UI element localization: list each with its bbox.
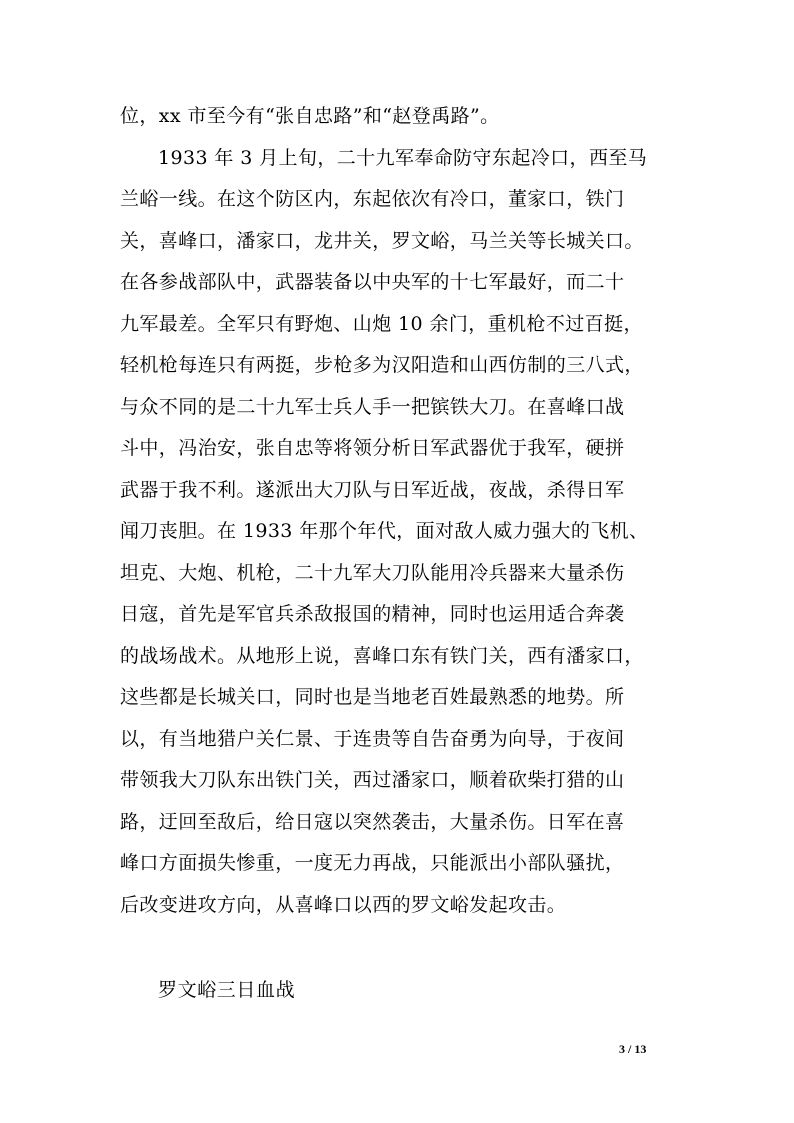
paragraph-line: 斗中，冯治安，张自忠等将领分析日军武器优于我军，硬拼 [120,437,625,459]
page-number: 3 / 13 [619,1042,647,1056]
paragraph-line: 在各参战部队中，武器装备以中央军的十七军最好，而二十 [120,271,625,293]
paragraph-line: 后改变进攻方向，从喜峰口以西的罗文峪发起攻击。 [120,893,567,916]
paragraph-line: 闻刀丧胆。在 1933 年那个年代，面对敌人威力强大的飞机、 [120,520,649,542]
paragraph-line: 关，喜峰口，潘家口，龙井关，罗文峪，马兰关等长城关口。 [120,229,644,252]
paragraph-line: 峰口方面损失惨重，一度无力再战，只能派出小部队骚扰， [120,852,625,874]
paragraph-line: 九军最差。全军只有野炮、山炮 10 余门，重机枪不过百挺， [120,312,643,335]
section-heading: 罗文峪三日血战 [158,979,296,1001]
paragraph-line: 的战场战术。从地形上说，喜峰口东有铁门关，西有潘家口， [120,644,644,667]
paragraph-line: 1933 年 3 月上旬，二十九军奉命防守东起冷口，西至马 [158,146,648,169]
body-text [120,96,680,926]
paragraph-line: 路，迂回至敌后，给日寇以突然袭击，大量杀伤。日军在喜 [120,810,625,833]
paragraph-line: 坦克、大炮、机枪，二十九军大刀队能用冷兵器来大量杀伤 [120,561,625,584]
paragraph-line: 兰峪一线。在这个防区内，东起依次有冷口，董家口，铁门 [120,188,625,210]
paragraph-line: 以，有当地猎户关仁景、于连贵等自告奋勇为向导，于夜间 [120,727,625,750]
paragraph-line: 这些都是长城关口，同时也是当地老百姓最熟悉的地势。所 [120,686,625,708]
paragraph-line: 日寇，首先是军官兵杀敌报国的精神，同时也运用适合奔袭 [120,603,625,625]
continuation-line: 位，xx 市至今有“张自忠路”和“赵登禹路”。 [120,105,500,127]
paragraph-line: 带领我大刀队东出铁门关，西过潘家口，顺着砍柴打猎的山 [120,769,625,791]
paragraph-line: 与众不同的是二十九军士兵人手一把镔铁大刀。在喜峰口战 [120,395,625,418]
paragraph-line: 轻机枪每连只有两挺，步枪多为汉阳造和山西仿制的三八式， [120,354,644,376]
paragraph-line: 武器于我不利。遂派出大刀队与日军近战，夜战，杀得日军 [120,478,625,501]
